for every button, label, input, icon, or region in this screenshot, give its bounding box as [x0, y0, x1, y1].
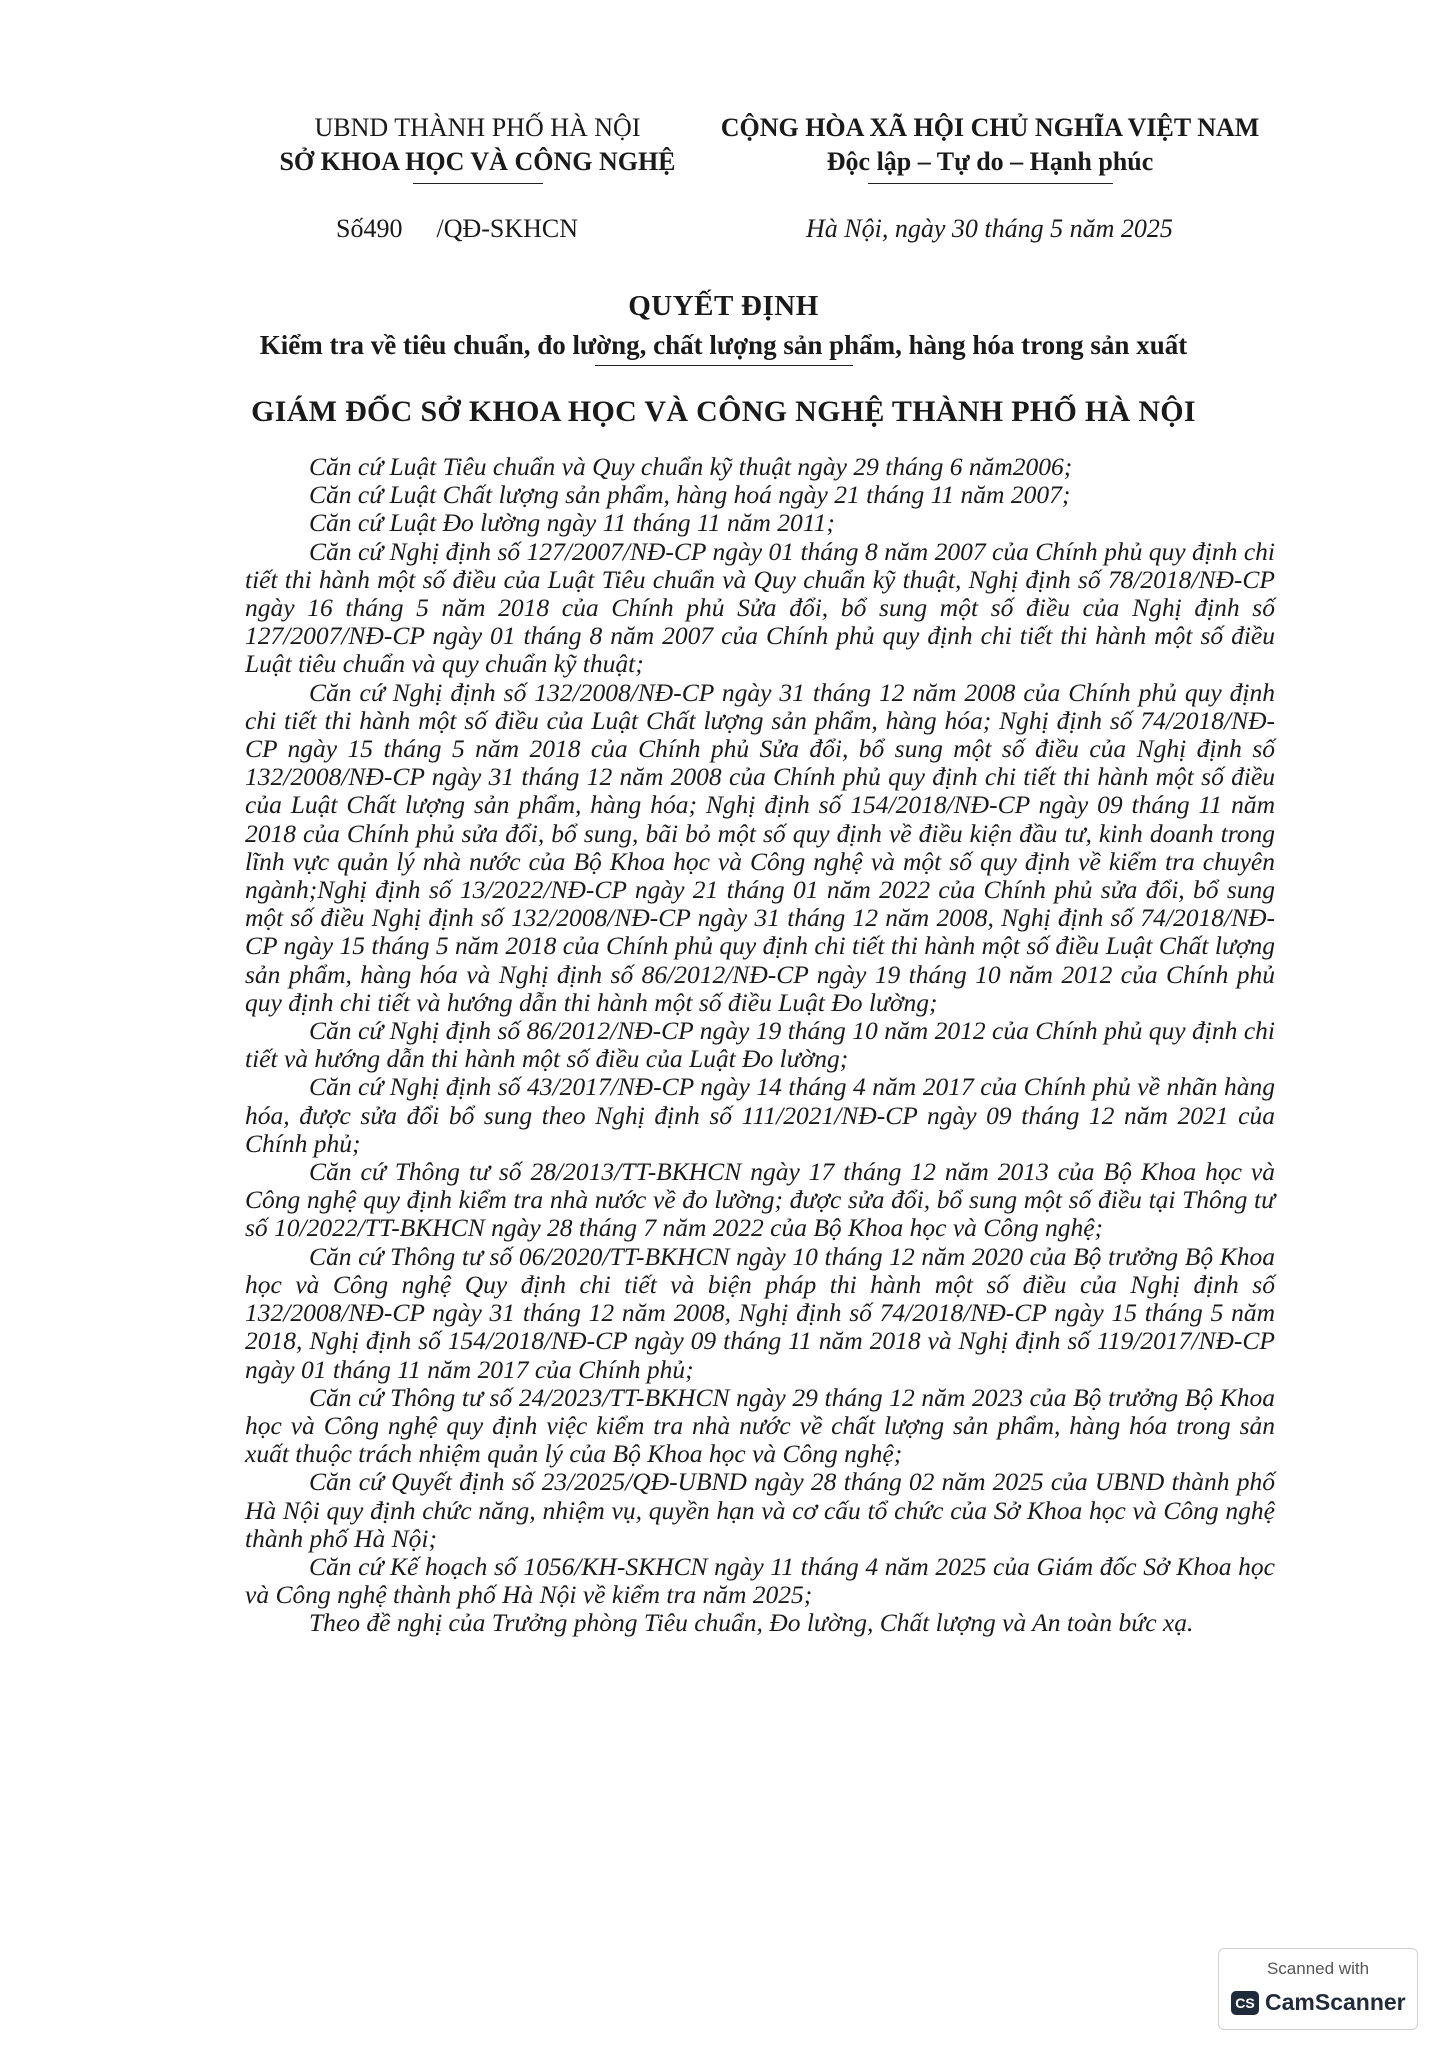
scanned-with-label: Scanned with [1266, 1959, 1370, 1978]
legal-basis-paragraph: Căn cứ Kế hoạch số 1056/KH-SKHCN ngày 11 tháng 4 năm 2025 của Giám đốc Sở Khoa học và Công nghệ thành phố Hà Nội về kiểm tra năm 2025; [245, 1551, 1275, 1610]
document-title: QUYẾT ĐỊNH [628, 290, 819, 322]
national-title: CỘNG HÒA XÃ HỘI CHỦ NGHĨA VIỆT NAM [720, 113, 1260, 142]
document-date: Hà Nội, ngày 30 tháng 5 năm 2025 [806, 214, 1173, 243]
legal-basis-paragraph: Căn cứ Thông tư số 06/2020/TT-BKHCN ngày 10 tháng 12 năm 2020 của Bộ trưởng Bộ Khoa học và Công nghệ Quy định chi tiết và biện pháp thi hành một số điều của Nghị định số 132/2008/NĐ-CP ngày 31 tháng 12 năm 2008, Nghị định số 74/2018/NĐ-CP ngày 15 tháng 5 năm 2018, Nghị định số 154/2018/NĐ-CP ngày 09 tháng 11 năm 2018 và Nghị định số 119/2017/NĐ-CP ngày 01 tháng 11 năm 2017 của Chính phủ; [245, 1241, 1275, 1384]
camscanner-logo-icon: CS [1231, 1991, 1259, 2015]
camscanner-badge [1218, 1948, 1418, 2030]
document-number [336, 214, 578, 244]
legal-basis-paragraph: Căn cứ Nghị định số 43/2017/NĐ-CP ngày 14 tháng 4 năm 2017 của Chính phủ về nhãn hàng hóa, được sửa đổi bổ sung theo Nghị định số 111/2021/NĐ-CP ngày 09 tháng 12 năm 2021 của Chính phủ; [245, 1072, 1275, 1158]
parent-agency: UBND THÀNH PHỐ HÀ NỘI [314, 113, 641, 142]
issuing-agency: SỞ KHOA HỌC VÀ CÔNG NGHỆ [279, 147, 676, 176]
document-number-value: 490 [363, 214, 403, 243]
legal-basis-paragraph: Căn cứ Nghị định số 86/2012/NĐ-CP ngày 19 tháng 10 năm 2012 của Chính phủ quy định chi tiết và hướng dẫn thi hành một số điều của Luật Đo lường; [245, 1016, 1275, 1074]
legal-basis-paragraph: Căn cứ Quyết định số 23/2025/QĐ-UBND ngày 28 tháng 02 năm 2025 của UBND thành phố Hà Nội quy định chức năng, nhiệm vụ, quyền hạn và cơ cấu tổ chức của Sở Khoa học và Công nghệ thành phố Hà Nội; [245, 1467, 1275, 1553]
agency-underline [413, 183, 543, 184]
document-subtitle: Kiểm tra về tiêu chuẩn, đo lường, chất lượng sản phẩm, hàng hóa trong sản xuất [259, 330, 1188, 360]
national-title-block [700, 111, 1280, 184]
legal-basis-paragraph: Căn cứ Luật Đo lường ngày 11 tháng 11 năm 2011; [309, 508, 835, 538]
document-number-suffix: /QĐ-SKHCN [436, 214, 579, 243]
legal-basis-paragraph: Căn cứ Thông tư số 28/2013/TT-BKHCN ngày 17 tháng 12 năm 2013 của Bộ Khoa học và Công nghệ quy định kiểm tra nhà nước về đo lường; được sửa đổi, bổ sung một số điều tại Thông tư số 10/2022/TT-BKHCN ngày 28 tháng 7 năm 2022 của Bộ Khoa học và Công nghệ; [245, 1157, 1275, 1243]
legal-basis-paragraph: Căn cứ Luật Chất lượng sản phẩm, hàng hoá ngày 21 tháng 11 năm 2007; [309, 480, 1071, 510]
proposal-paragraph: Theo đề nghị của Trưởng phòng Tiêu chuẩn, Đo lường, Chất lượng và An toàn bức xạ. [309, 1608, 1194, 1638]
legal-basis-paragraph: Căn cứ Luật Tiêu chuẩn và Quy chuẩn kỹ thuật ngày 29 tháng 6 năm2006; [309, 452, 1073, 481]
legal-basis-paragraph: Căn cứ Thông tư số 24/2023/TT-BKHCN ngày 29 tháng 12 năm 2023 của Bộ trưởng Bộ Khoa học và Công nghệ quy định việc kiểm tra nhà nước về chất lượng sản phẩm, hàng hóa trong sản xuất thuộc trách nhiệm quản lý của Bộ Khoa học và Công nghệ; [245, 1382, 1275, 1469]
issuing-authority: GIÁM ĐỐC SỞ KHOA HỌC VÀ CÔNG NGHỆ THÀNH PHỐ HÀ NỘI [251, 395, 1196, 428]
camscanner-name: CamScanner [1265, 1989, 1406, 2015]
national-motto: Độc lập – Tự do – Hạnh phúc [826, 147, 1154, 176]
motto-underline [868, 183, 1113, 184]
subtitle-underline [595, 365, 853, 366]
legal-basis-list [245, 453, 1275, 1638]
document-number-prefix: Số [336, 214, 364, 243]
legal-basis-paragraph: Căn cứ Nghị định số 132/2008/NĐ-CP ngày 31 tháng 12 năm 2008 của Chính phủ quy định chi tiết thi hành một số điều của Luật Chất lượng sản phẩm, hàng hóa; Nghị định số 74/2018/NĐ-CP ngày 15 tháng 5 năm 2018 của Chính phủ Sửa đổi, bổ sung một số điều của Nghị định số 132/2008/NĐ-CP ngày 31 tháng 12 năm 2008 của Chính phủ quy định chi tiết thi hành một số điều của Luật Chất lượng sản phẩm, hàng hóa; Nghị định số 154/2018/NĐ-CP ngày 09 tháng 11 năm 2018 của Chính phủ sửa đổi, bổ sung, bãi bỏ một số quy định về điều kiện đầu tư, kinh doanh trong lĩnh vực quản lý nhà nước của Bộ Khoa học và Công nghệ và một số quy định về kiểm tra chuyên ngành;Nghị định số 13/2022/NĐ-CP ngày 21 tháng 01 năm 2022 của Chính phủ sửa đổi, bổ sung một số điều Nghị định số 132/2008/NĐ-CP ngày 31 tháng 12 năm 2008, Nghị định số 74/2018/NĐ-CP ngày 15 tháng 5 năm 2018 của Chính phủ quy định chi tiết thi hành một số điều Luật Chất lượng sản phẩm, hàng hóa và Nghị định số 86/2012/NĐ-CP ngày 19 tháng 10 năm 2012 của Chính phủ quy định chi tiết và hướng dẫn thi hành một số điều Luật Đo lường; [245, 677, 1275, 1017]
issuing-agency-block [240, 111, 715, 184]
legal-basis-paragraph: Căn cứ Nghị định số 127/2007/NĐ-CP ngày 01 tháng 8 năm 2007 của Chính phủ quy định chi tiết thi hành một số điều của Luật Tiêu chuẩn và Quy chuẩn kỹ thuật, Nghị định số 78/2018/NĐ-CP ngày 16 tháng 5 năm 2018 của Chính phủ Sửa đổi, bổ sung một số điều của Nghị định số 127/2007/NĐ-CP ngày 01 tháng 8 năm 2007 của Chính phủ quy định chi tiết thi hành một số điều Luật tiêu chuẩn và quy chuẩn kỹ thuật; [245, 536, 1275, 679]
